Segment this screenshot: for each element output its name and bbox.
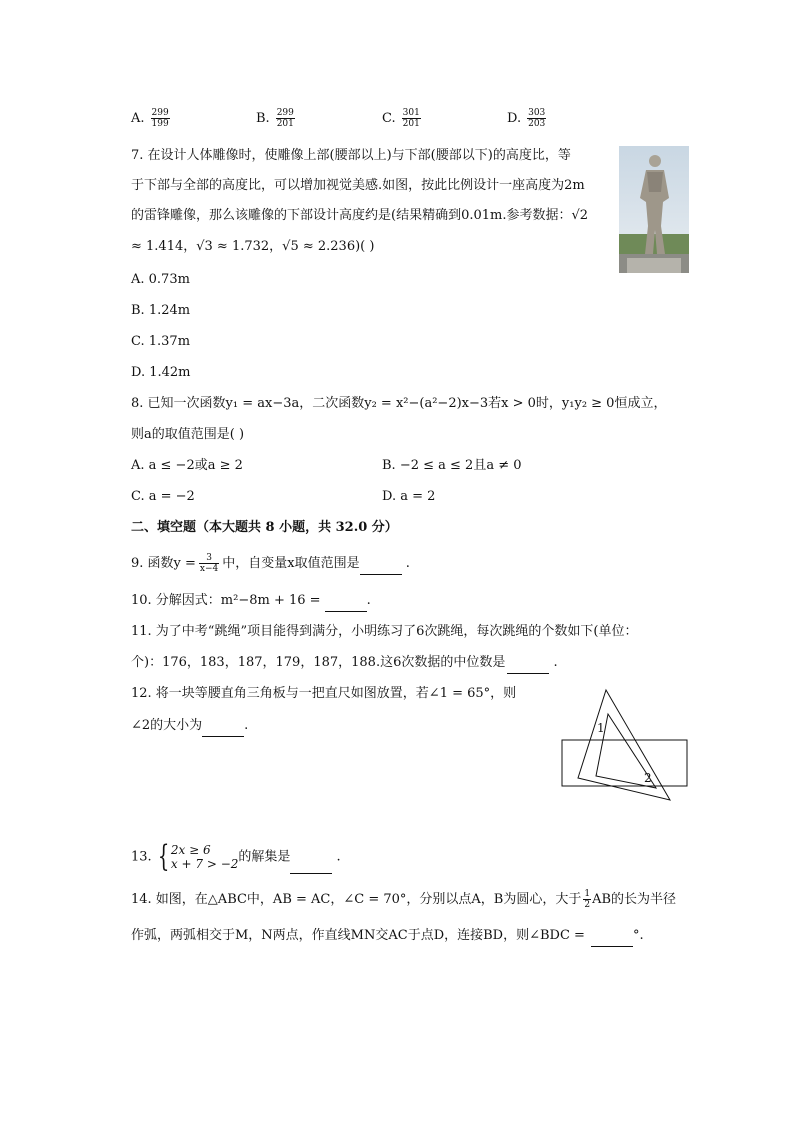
option-label: D. <box>507 111 522 126</box>
q9 <box>131 553 410 575</box>
answer-blank[interactable] <box>507 653 549 674</box>
fraction-numerator: 303 <box>528 108 546 118</box>
q14-line-1 <box>131 889 676 910</box>
answer-blank[interactable] <box>202 716 244 737</box>
answer-blank[interactable] <box>591 926 633 947</box>
q12-line-2 <box>131 716 248 737</box>
fraction <box>151 108 170 129</box>
inequality-system <box>171 843 238 871</box>
q13-prefix: 13. <box>131 849 152 865</box>
q10-end: . <box>366 593 371 608</box>
fraction-denominator: 2 <box>584 900 591 910</box>
angle-label-2: 2 <box>644 771 652 785</box>
option-label: A. <box>131 111 145 126</box>
fraction <box>402 108 421 129</box>
q7-option-c: C. 1.37m <box>131 334 191 349</box>
fraction <box>527 108 546 129</box>
brace-symbol: { <box>157 839 170 874</box>
q10 <box>131 591 371 612</box>
q9-prefix: 9. 函数y = <box>131 556 196 571</box>
fraction-numerator: 301 <box>402 108 420 118</box>
q7-line-3: 的雷锋雕像，那么该雕像的下部设计高度约是(结果精确到0.01m.参考数据：√2 <box>131 208 589 223</box>
q12-line-1: 12. 将一块等腰直角三角板与一把直尺如图放置，若∠1 = 65°，则 <box>131 686 517 701</box>
fraction <box>276 108 295 129</box>
option-label: B. <box>256 111 270 126</box>
q6-option-b <box>256 108 295 129</box>
q8-option-c: C. a = −2 <box>131 489 195 504</box>
fraction-denominator: 203 <box>528 119 546 129</box>
q6-option-c <box>382 108 421 129</box>
fraction-numerator: 299 <box>276 108 294 118</box>
inequality-row-1: 2x ≥ 6 <box>170 843 211 857</box>
fraction-numerator: 1 <box>584 889 591 899</box>
q13-end: . <box>332 849 341 865</box>
q11-line-2 <box>131 653 558 674</box>
q14-text: 作弧，两弧相交于M，N两点，作直线MN交AC于点D，连接BD，则∠BDC = <box>131 928 585 943</box>
inequality-row-2: x + 7 > −2 <box>170 857 239 871</box>
q7-option-d: D. 1.42m <box>131 365 191 380</box>
answer-blank[interactable] <box>325 591 367 612</box>
q9-end: . <box>401 556 410 571</box>
fraction-denominator: 201 <box>276 119 294 129</box>
fraction-numerator: 299 <box>151 108 169 118</box>
section-heading: 二、填空题（本大题共 8 小题，共 32.0 分） <box>131 520 398 535</box>
fraction-denominator: 201 <box>402 119 420 129</box>
triangle-ruler-figure <box>560 688 690 803</box>
answer-blank[interactable] <box>360 554 402 575</box>
fraction-denominator: x−4 <box>199 564 219 574</box>
q8-line-1: 8. 已知一次函数y₁ = ax−3a，二次函数y₂ = x²−(a²−2)x−3若x > 0时，y₁y₂ ≥ 0恒成立， <box>131 396 667 411</box>
option-label: C. <box>382 111 396 126</box>
q7-option-a: A. 0.73m <box>131 272 190 287</box>
fraction-denominator: 199 <box>151 119 169 129</box>
q8-option-d: D. a = 2 <box>382 489 436 504</box>
fraction <box>199 553 219 574</box>
q14-text-a: 14. 如图，在△ABC中，AB = AC，∠C = 70°，分别以点A，B为圆心，大于 <box>131 892 582 907</box>
fraction <box>583 889 591 910</box>
q11-end: . <box>549 655 558 670</box>
q14-line-2 <box>131 926 644 947</box>
q6-option-d <box>507 108 546 129</box>
q8-option-a: A. a ≤ −2或a ≥ 2 <box>131 458 243 473</box>
q12-end: . <box>244 718 249 733</box>
q7-line-2: 于下部与全部的高度比，可以增加视觉美感.如图，按此比例设计一座高度为2m <box>131 178 585 193</box>
angle-label-1: 1 <box>597 721 605 735</box>
q9-suffix: 中，自变量x取值范围是 <box>222 556 360 571</box>
q12-text: ∠2的大小为 <box>131 718 203 733</box>
outer-triangle <box>578 690 670 800</box>
q13-suffix: 的解集是 <box>238 849 291 865</box>
q11-line-1: 11. 为了中考“跳绳”项目能得到满分，小明练习了6次跳绳，每次跳绳的个数如下(单位： <box>131 624 638 639</box>
q14-text-b: AB的长为半径 <box>592 892 677 907</box>
fraction-numerator: 3 <box>199 553 219 564</box>
q10-text: 10. 分解因式：m²−8m + 16 = <box>131 593 321 608</box>
q8-option-b: B. −2 ≤ a ≤ 2且a ≠ 0 <box>382 458 522 473</box>
q7-line-4: ≈ 1.414，√3 ≈ 1.732，√5 ≈ 2.236)( ) <box>131 239 375 254</box>
answer-blank[interactable] <box>290 843 332 874</box>
q7-line-1: 7. 在设计人体雕像时，使雕像上部(腰部以上)与下部(腰部以下)的高度比，等 <box>131 148 571 163</box>
statue-photo <box>619 146 689 273</box>
q8-line-2: 则a的取值范围是( ) <box>131 427 245 442</box>
q14-end: °. <box>632 928 644 943</box>
q6-option-a <box>131 108 170 129</box>
q13 <box>131 839 341 874</box>
q11-text: 个)：176，183，187，179，187，188.这6次数据的中位数是 <box>131 655 506 670</box>
q7-option-b: B. 1.24m <box>131 303 191 318</box>
